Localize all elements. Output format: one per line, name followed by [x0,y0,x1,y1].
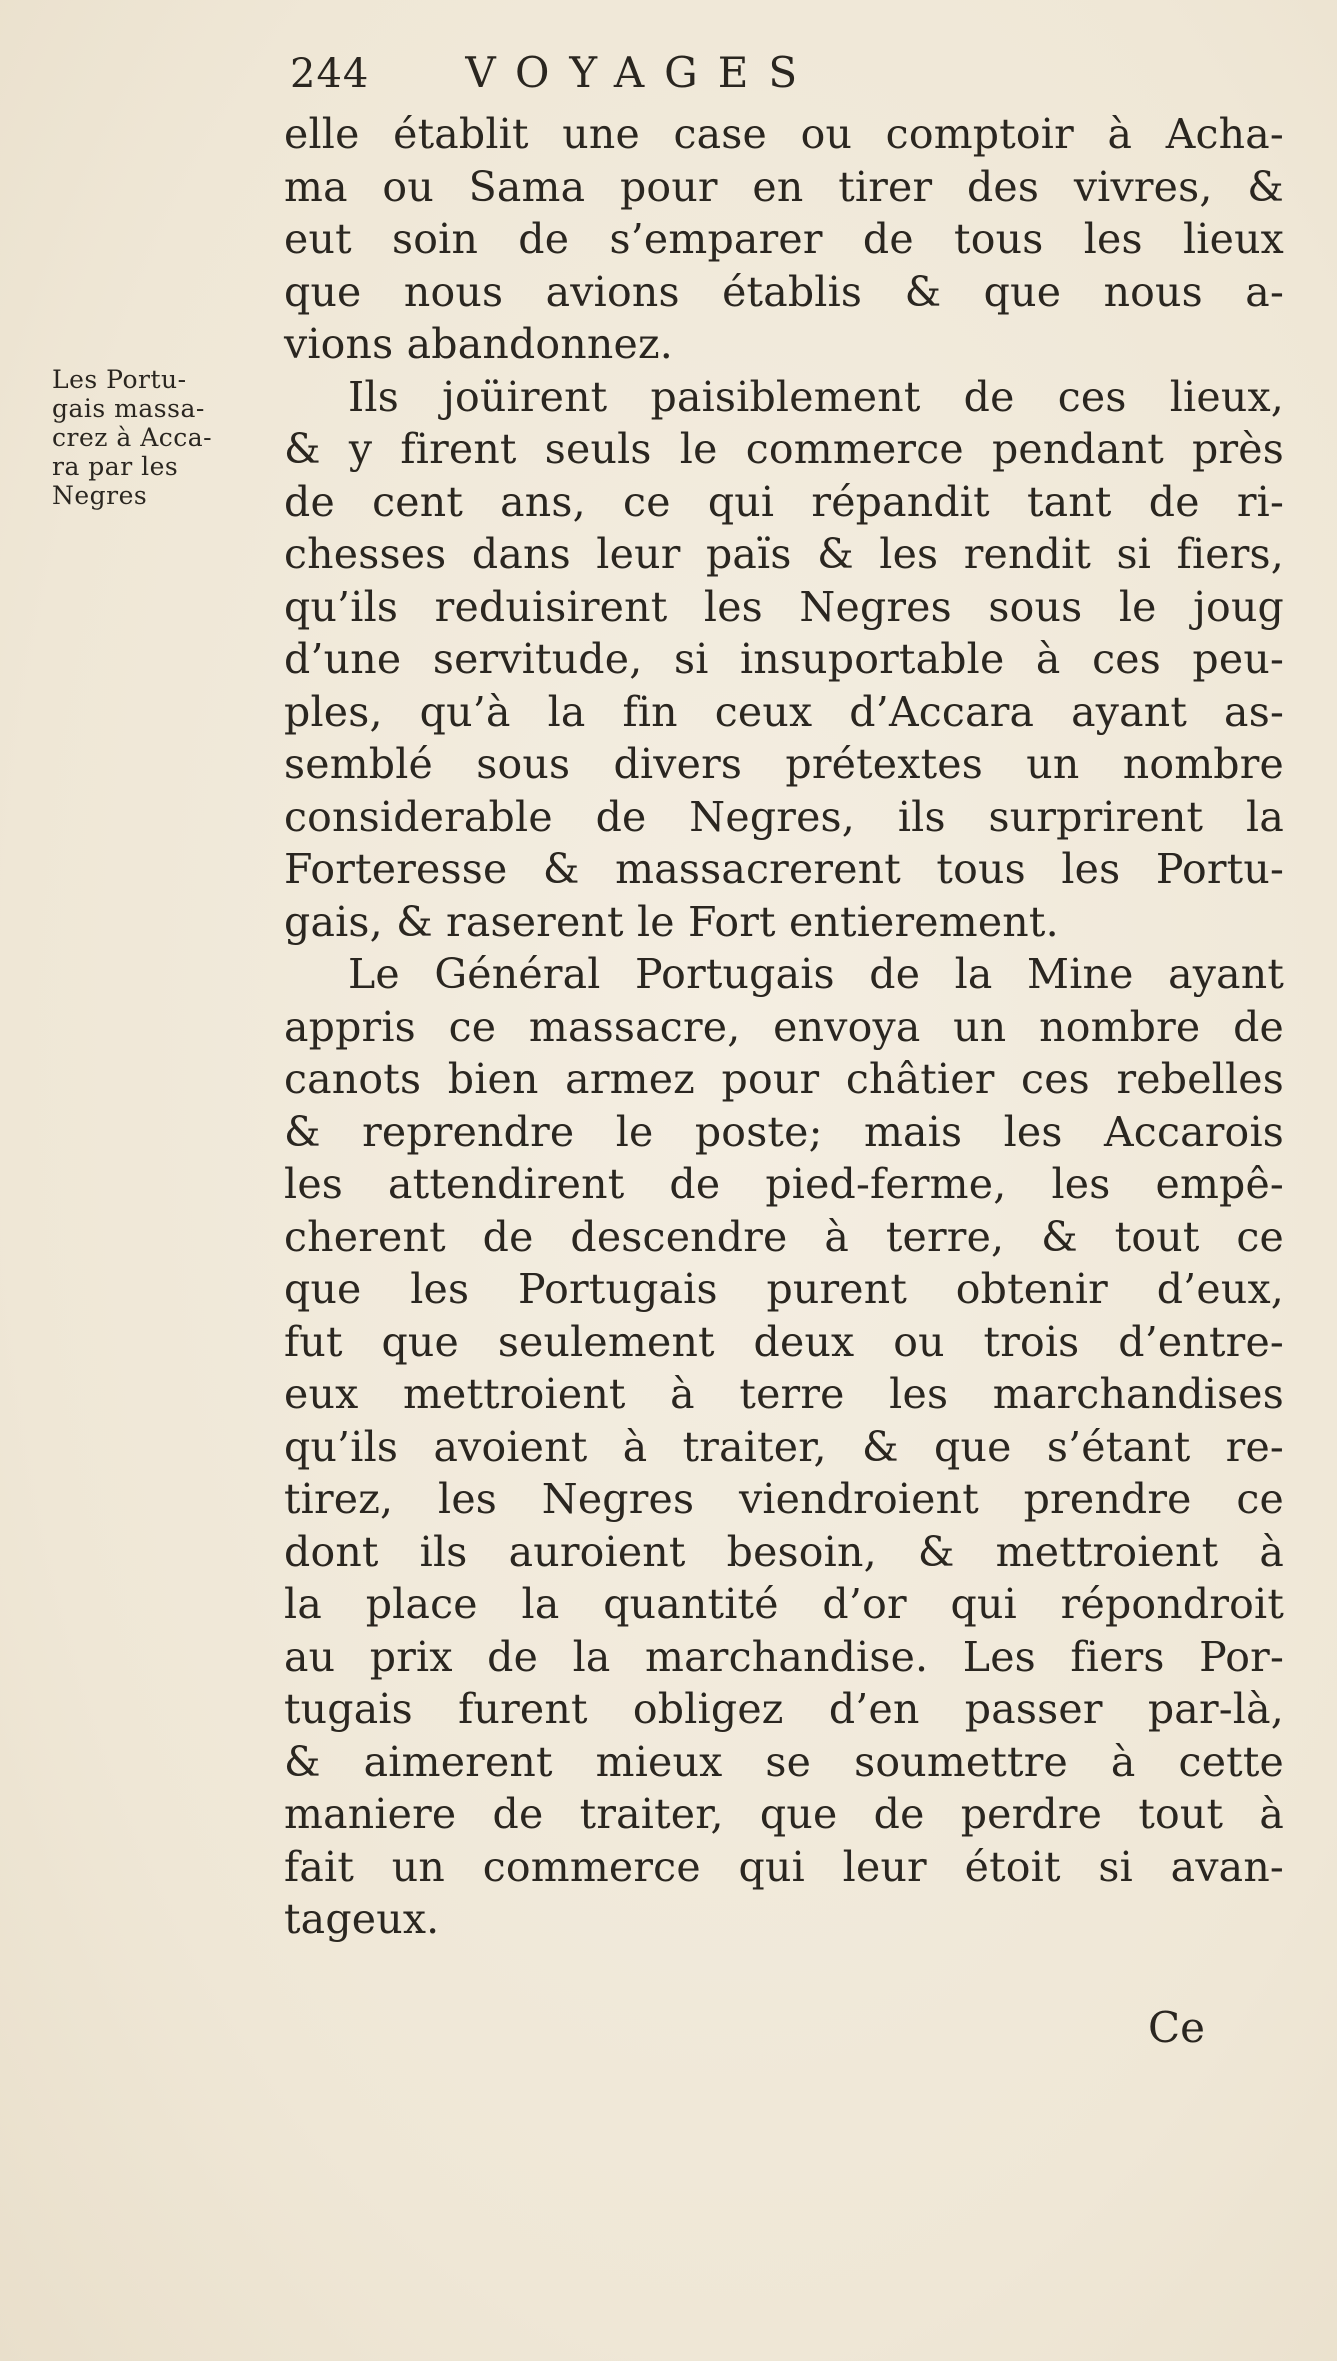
text-line: cherent de descendre à terre, & tout ce [284,1212,1284,1261]
text-line: considerable de Negres, ils surprirent la [284,792,1284,841]
text-line: vions abandonnez. [284,320,674,368]
text-line: que les Portugais purent obtenir d’eux, [284,1265,1284,1313]
text-line: la place la quantité d’or qui répondroit [284,1580,1284,1628]
text-line: fut que seulement deux ou trois d’entre- [284,1317,1284,1366]
text-line: Le Général Portugais de la Mine ayant [348,950,1284,998]
text-line: tugais furent obligez d’en passer par-là, [284,1685,1284,1733]
text-line: fait un commerce qui leur étoit si avan- [284,1842,1284,1891]
text-line: & y firent seuls le commerce pendant près [284,425,1284,473]
text-line: eux mettroient à terre les marchandises [284,1370,1284,1418]
body-text [284,108,1284,1946]
text-line: elle établit une case ou comptoir à Acha- [284,110,1284,158]
text-line: ples, qu’à la fin ceux d’Accara ayant as- [284,687,1284,736]
text-line: semblé sous divers prétextes un nombre [284,740,1284,788]
page-number: 244 [290,51,370,97]
text-line: & reprendre le poste; mais les Accarois [284,1107,1284,1156]
text-line: dont ils auroient besoin, & mettroient à [284,1527,1284,1576]
marginal-note-line: Les Portu- [52,365,187,394]
text-line: qu’ils reduisirent les Negres sous le joug [284,582,1284,631]
text-line: Forteresse & massacrerent tous les Portu- [284,845,1284,893]
text-line: Ils joüirent paisiblement de ces lieux, [348,372,1284,421]
text-line: au prix de la marchandise. Les fiers Por- [284,1632,1284,1681]
text-line: chesses dans leur païs & les rendit si fiers, [284,530,1284,578]
text-line: & aimerent mieux se soumettre à cette [284,1737,1284,1786]
text-line: ma ou Sama pour en tirer des vivres, & [284,162,1284,211]
running-head [290,48,817,108]
text-line: maniere de traiter, que de perdre tout à [284,1790,1284,1838]
text-line: tirez, les Negres viendroient prendre ce [284,1475,1284,1523]
text-line: qu’ils avoient à traiter, & que s’étant re- [284,1422,1284,1471]
text-line: que nous avions établis & que nous a- [284,267,1284,316]
text-line: canots bien armez pour châtier ces rebelles [284,1055,1284,1103]
running-title: VOYAGES [465,48,818,97]
text-line: tageux. [284,1895,440,1943]
text-line: eut soin de s’emparer de tous les lieux [284,215,1284,263]
marginal-note-line: crez à Acca- [52,423,213,452]
marginal-note-line: Negres [52,481,148,510]
text-line: appris ce massacre, envoya un nombre de [284,1002,1284,1051]
text-line: gais, & raserent le Fort entierement. [284,897,1059,946]
text-line: de cent ans, ce qui répandit tant de ri- [284,477,1284,526]
marginal-note-line: ra par les [52,452,179,481]
marginal-note [52,365,272,510]
text-line: les attendirent de pied-ferme, les empê- [284,1160,1284,1208]
marginal-note-line: gais massa- [52,394,205,423]
text-line: d’une servitude, si insuportable à ces peu- [284,635,1284,683]
catchword: Ce [1148,2003,1205,2052]
